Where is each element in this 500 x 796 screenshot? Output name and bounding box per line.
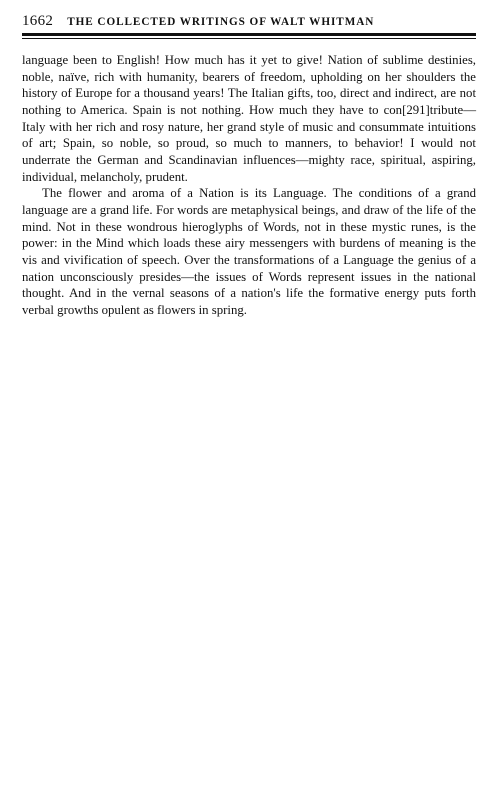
page-number: 1662 — [22, 13, 54, 29]
paragraph-2: The flower and aroma of a Nation is its Language. The conditions of a grand language are a grand life. For words are metaphysical beings, and draw of the life of the mind. Not in these wondrous hieroglyphs of Words, not in these mystic runes, is the power: in the Mind which loads these airy messengers with burdens of meaning is the vis and vivification of speech. Over the transformations of a Language the genius of a nation unconsciously presides—the issues of Words represent issues in the national thought. And in the vernal seasons of a nation's life the formative energy puts forth verbal growths opulent as flowers in spring. — [22, 186, 476, 317]
header-rule-thin — [22, 38, 476, 39]
body-text — [22, 52, 476, 319]
running-head — [22, 12, 476, 32]
paragraph-1: language been to English! How much has it yet to give! Nation of sublime destinies, noble, naïve, rich with humanity, bearers of freedom, upholding on her shoulders the history of Europe for a thousand years! The Italian gifts, too, direct and indirect, are not nothing to America. Spain is not nothing. How much they have to con[291]tribute—Italy with her rich and rosy nature, her grand style of music and consummate intuitions of art; Spain, so noble, so proud, so much to manners, to behavior! I would not underrate the German and Scandinavian influences—mighty race, spiritual, aspiring, individual, melancholy, prudent. — [22, 53, 476, 184]
header-rule-thick — [22, 33, 476, 36]
running-title: THE COLLECTED WRITINGS OF WALT WHITMAN — [67, 16, 375, 28]
